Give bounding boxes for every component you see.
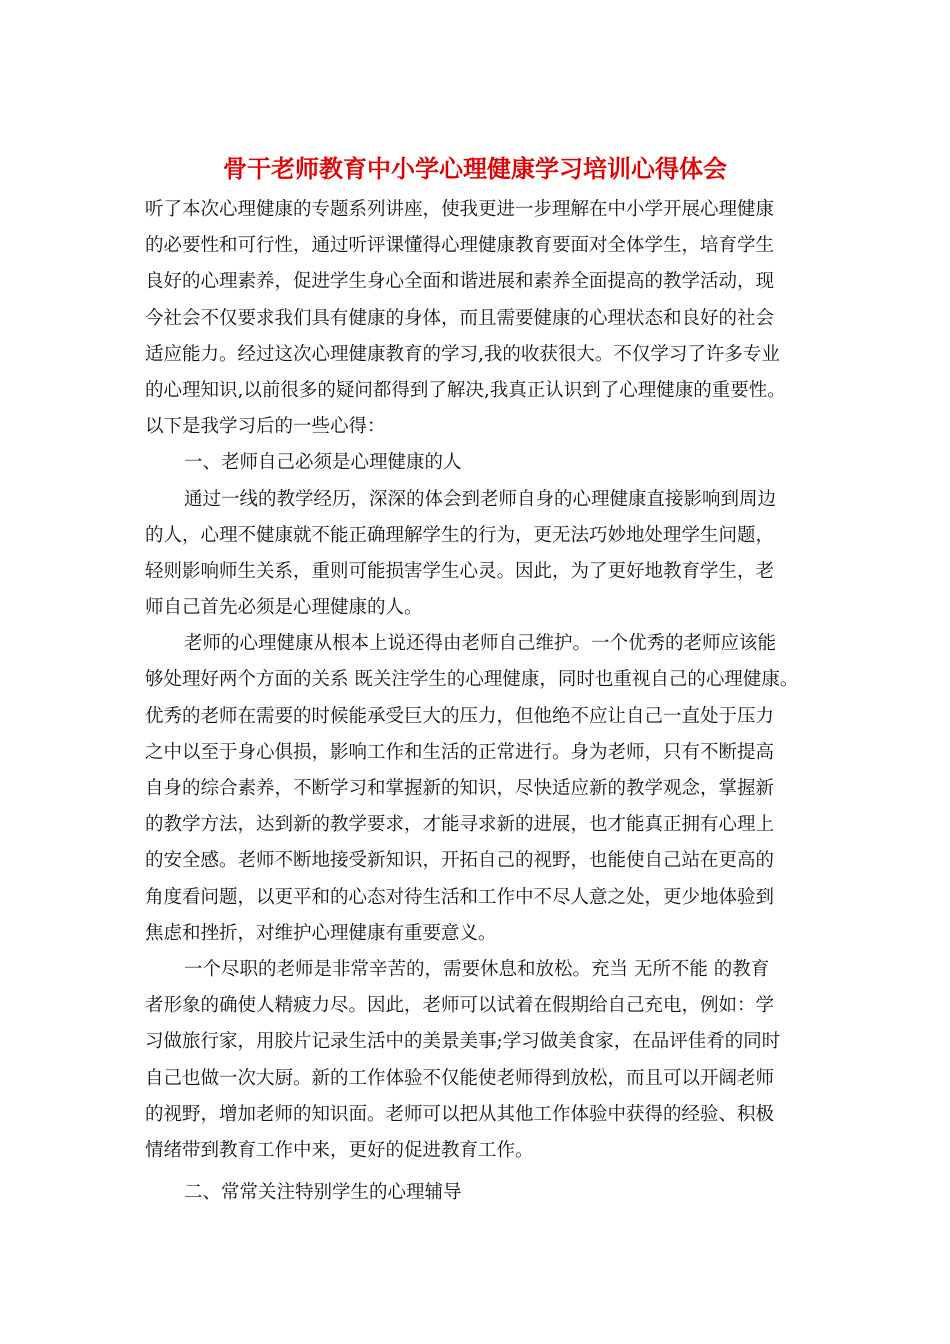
document-title: 骨干老师教育中小学心理健康学习培训心得体会	[223, 154, 727, 183]
body-line: 的心理知识,以前很多的疑问都得到了解决,我真正认识到了心理健康的重要性。	[145, 379, 786, 401]
section-heading-2: 二、常常关注特别学生的心理辅导	[184, 1182, 462, 1204]
body-line: 自身的综合素养，不断学习和掌握新的知识，尽快适应新的教学观念，掌握新	[145, 778, 775, 799]
section-heading-1: 一、老师自己必须是心理健康的人	[184, 452, 462, 474]
body-line: 师自己首先必须是心理健康的人。	[145, 597, 423, 619]
document-body	[145, 192, 815, 1211]
body-line: 情绪带到教育工作中来，更好的促进教育工作。	[145, 1139, 534, 1161]
body-line: 自己也做一次大厨。新的工作体验不仅能使老师得到放松，而且可以开阔老师	[145, 1067, 775, 1089]
body-line: 的教学方法，达到新的教学要求，才能寻求新的进展，也才能真正拥有心理上	[145, 814, 775, 836]
body-line: 之中以至于身心俱损，影响工作和生活的正常进行。身为老师，只有不断提高	[145, 741, 775, 763]
body-line: 一个尽职的老师是非常辛苦的，需要休息和放松。充当 无所不能 的教育	[184, 958, 770, 980]
body-line: 良好的心理素养，促进学生身心全面和谐进展和素养全面提高的教学活动，现	[145, 271, 775, 293]
body-line: 够处理好两个方面的关系 既关注学生的心理健康，同时也重视自己的心理健康。	[145, 669, 799, 691]
body-line: 听了本次心理健康的专题系列讲座，使我更进一步理解在中小学开展心理健康	[145, 199, 775, 220]
body-line: 角度看问题，以更平和的心态对待生活和工作中不尽人意之处，更少地体验到	[145, 886, 775, 908]
body-line: 通过一线的教学经历，深深的体会到老师自身的心理健康直接影响到周边	[184, 488, 777, 510]
body-line: 习做旅行家，用胶片记录生活中的美景美事;学习做美食家，在品评佳肴的同时	[145, 1031, 781, 1053]
body-line: 的必要性和可行性，通过听评课懂得心理健康教育要面对全体学生，培育学生	[145, 235, 775, 257]
body-line: 的人，心理不健康就不能正确理解学生的行为，更无法巧妙地处理学生问题，	[145, 524, 775, 546]
body-line: 的视野，增加老师的知识面。老师可以把从其他工作体验中获得的经验、积极	[145, 1103, 775, 1125]
body-line: 今社会不仅要求我们具有健康的身体，而且需要健康的心理状态和良好的社会	[145, 307, 775, 329]
body-line: 适应能力。经过这次心理健康教育的学习,我的收获很大。不仅学习了许多专业	[145, 343, 780, 365]
body-line: 优秀的老师在需要的时候能承受巨大的压力，但他绝不应让自己一直处于压力	[145, 705, 775, 727]
body-line: 的安全感。老师不断地接受新知识，开拓自己的视野，也能使自己站在更高的	[145, 850, 775, 872]
body-line: 轻则影响师生关系，重则可能损害学生心灵。因此，为了更好地教育学生，老	[145, 560, 775, 582]
body-line: 老师的心理健康从根本上说还得由老师自己维护。一个优秀的老师应该能	[184, 633, 777, 655]
body-line: 者形象的确使人精疲力尽。因此，老师可以试着在假期给自己充电，例如：学	[145, 995, 775, 1017]
body-line: 以下是我学习后的一些心得：	[145, 416, 386, 438]
body-line: 焦虑和挫折，对维护心理健康有重要意义。	[145, 922, 497, 944]
